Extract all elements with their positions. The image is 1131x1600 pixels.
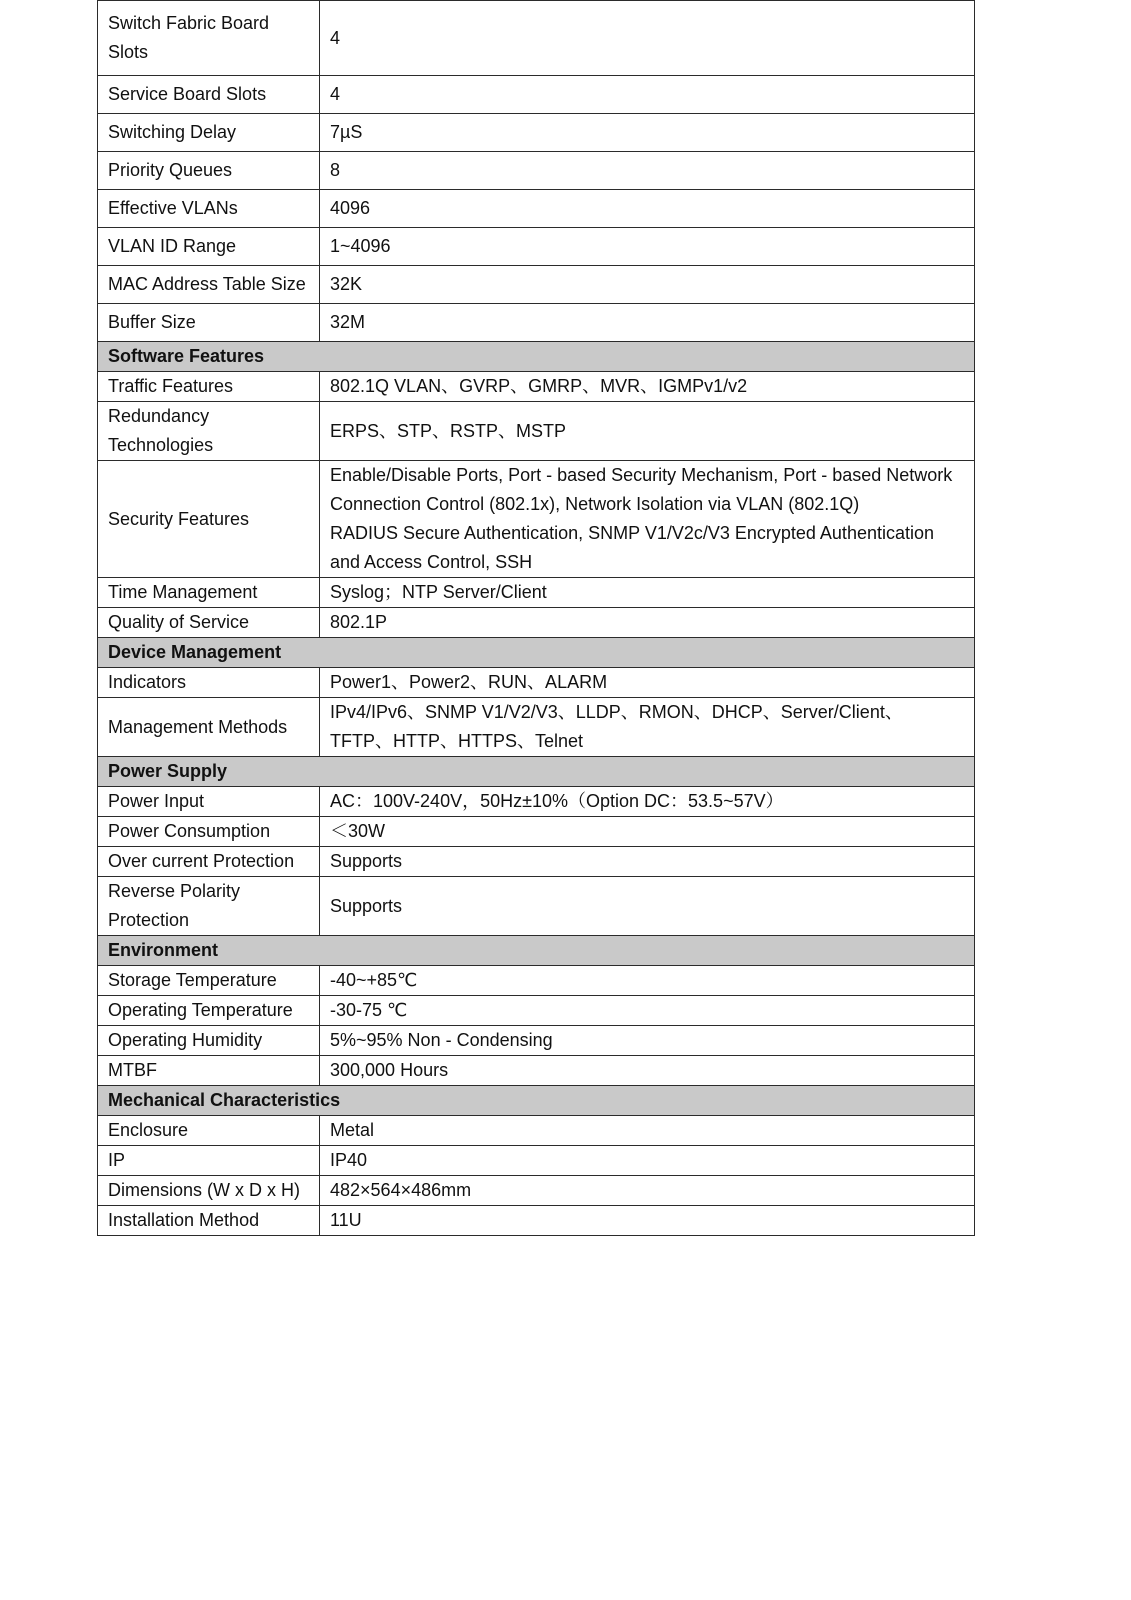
spec-row — [98, 152, 975, 190]
spec-value — [320, 1026, 975, 1056]
spec-table — [97, 0, 975, 1236]
section-title: Device Management — [98, 638, 975, 668]
spec-label: MAC Address Table Size — [98, 266, 320, 304]
spec-value-line: Supports — [330, 895, 403, 916]
spec-value — [320, 1176, 975, 1206]
spec-value — [320, 698, 975, 757]
spec-value-line: 5%~95% Non - Condensing — [330, 1030, 553, 1050]
section-title: Environment — [98, 936, 975, 966]
spec-row — [98, 190, 975, 228]
spec-row — [98, 1026, 975, 1056]
section-title: Mechanical Characteristics — [98, 1086, 975, 1116]
spec-label: MTBF — [98, 1056, 320, 1086]
spec-value — [320, 304, 975, 342]
spec-value — [320, 114, 975, 152]
spec-value — [320, 817, 975, 847]
spec-value-line: IP40 — [330, 1150, 368, 1170]
spec-value — [320, 1206, 975, 1236]
spec-value — [320, 461, 975, 578]
spec-row — [98, 228, 975, 266]
spec-label: Storage Temperature — [98, 966, 320, 996]
spec-label: Service Board Slots — [98, 76, 320, 114]
spec-label: Power Input — [98, 787, 320, 817]
spec-value — [320, 847, 975, 877]
spec-label: VLAN ID Range — [98, 228, 320, 266]
spec-value — [320, 608, 975, 638]
spec-value-line: 802.1P — [330, 612, 388, 632]
spec-label: Traffic Features — [98, 372, 320, 402]
spec-row — [98, 1, 975, 76]
spec-value — [320, 76, 975, 114]
spec-value-line: Syslog；NTP Server/Client — [330, 582, 547, 602]
section-header-row — [98, 757, 975, 787]
spec-value — [320, 1, 975, 76]
spec-value — [320, 1056, 975, 1086]
spec-row — [98, 787, 975, 817]
section-header-row — [98, 1086, 975, 1116]
spec-row — [98, 76, 975, 114]
spec-value — [320, 228, 975, 266]
spec-value-line: Power1、Power2、RUN、ALARM — [330, 672, 608, 692]
spec-row — [98, 1056, 975, 1086]
spec-row — [98, 698, 975, 757]
spec-value-line: -40~+85℃ — [330, 970, 418, 990]
spec-label: Over current Protection — [98, 847, 320, 877]
spec-label: Management Methods — [98, 698, 320, 757]
spec-value — [320, 877, 975, 936]
spec-label: IP — [98, 1146, 320, 1176]
spec-value-line: Metal — [330, 1120, 375, 1140]
spec-label: Enclosure — [98, 1116, 320, 1146]
spec-row — [98, 114, 975, 152]
spec-value-line: RADIUS Secure Authentication, SNMP V1/V2c/V3 Encrypted Authentication and Access Control, SSH — [330, 523, 935, 572]
spec-label: Reverse Polarity Protection — [98, 877, 320, 936]
spec-label: Operating Temperature — [98, 996, 320, 1026]
spec-row — [98, 1176, 975, 1206]
spec-value-line: 482×564×486mm — [330, 1180, 472, 1200]
spec-row — [98, 1146, 975, 1176]
section-header-row — [98, 936, 975, 966]
spec-value — [320, 966, 975, 996]
spec-label: Priority Queues — [98, 152, 320, 190]
spec-table-body — [98, 1, 975, 1236]
spec-value-line: 4 — [330, 84, 341, 104]
spec-value-line: Supports — [330, 851, 403, 871]
spec-label: Redundancy Technologies — [98, 402, 320, 461]
section-header-row — [98, 638, 975, 668]
spec-value-line: 8 — [330, 160, 341, 180]
spec-value-line: ＜30W — [330, 821, 386, 841]
section-title: Power Supply — [98, 757, 975, 787]
spec-label: Switching Delay — [98, 114, 320, 152]
spec-row — [98, 578, 975, 608]
spec-row — [98, 372, 975, 402]
spec-value-line: 1~4096 — [330, 236, 391, 256]
spec-value — [320, 190, 975, 228]
spec-value — [320, 1146, 975, 1176]
spec-value — [320, 152, 975, 190]
spec-row — [98, 996, 975, 1026]
spec-value — [320, 578, 975, 608]
spec-value-line: 802.1Q VLAN、GVRP、GMRP、MVR、IGMPv1/v2 — [330, 376, 748, 396]
spec-row — [98, 1116, 975, 1146]
spec-value-line: 11U — [330, 1210, 362, 1230]
spec-label: Security Features — [98, 461, 320, 578]
spec-value — [320, 1116, 975, 1146]
spec-value — [320, 787, 975, 817]
section-title: Software Features — [98, 342, 975, 372]
spec-row — [98, 966, 975, 996]
spec-label: Dimensions (W x D x H) — [98, 1176, 320, 1206]
spec-label: Effective VLANs — [98, 190, 320, 228]
spec-row — [98, 817, 975, 847]
spec-label: Operating Humidity — [98, 1026, 320, 1056]
spec-value — [320, 668, 975, 698]
spec-value-line: 32M — [330, 312, 366, 332]
spec-value — [320, 996, 975, 1026]
spec-row — [98, 847, 975, 877]
spec-value-line: 4 — [330, 27, 341, 48]
spec-value — [320, 402, 975, 461]
spec-row — [98, 304, 975, 342]
spec-value-line: 32K — [330, 274, 363, 294]
spec-row — [98, 1206, 975, 1236]
spec-label: Quality of Service — [98, 608, 320, 638]
spec-value-line: IPv4/IPv6、SNMP V1/V2/V3、LLDP、RMON、DHCP、Server/Client、TFTP、HTTP、HTTPS、Telnet — [330, 702, 903, 751]
spec-value-line: 300,000 Hours — [330, 1060, 449, 1080]
spec-value-line: 4096 — [330, 198, 371, 218]
spec-label: Time Management — [98, 578, 320, 608]
spec-value-line: -30-75 ℃ — [330, 1000, 408, 1020]
spec-value-line: Enable/Disable Ports, Port - based Security Mechanism, Port - based Network Connection Control (802.1x), Network Isolation via VLAN (802.1Q) — [330, 465, 953, 514]
spec-row — [98, 608, 975, 638]
spec-value — [320, 266, 975, 304]
spec-label: Indicators — [98, 668, 320, 698]
spec-row — [98, 402, 975, 461]
spec-row — [98, 668, 975, 698]
spec-label: Power Consumption — [98, 817, 320, 847]
spec-value — [320, 372, 975, 402]
spec-row — [98, 461, 975, 578]
spec-value-line: 7µS — [330, 122, 363, 142]
spec-label: Installation Method — [98, 1206, 320, 1236]
spec-value-line: ERPS、STP、RSTP、MSTP — [330, 420, 567, 441]
section-header-row — [98, 342, 975, 372]
spec-row — [98, 266, 975, 304]
spec-value-line: AC：100V-240V，50Hz±10%（Option DC：53.5~57V） — [330, 791, 784, 811]
spec-label: Buffer Size — [98, 304, 320, 342]
spec-row — [98, 877, 975, 936]
spec-label: Switch Fabric Board Slots — [98, 1, 320, 76]
